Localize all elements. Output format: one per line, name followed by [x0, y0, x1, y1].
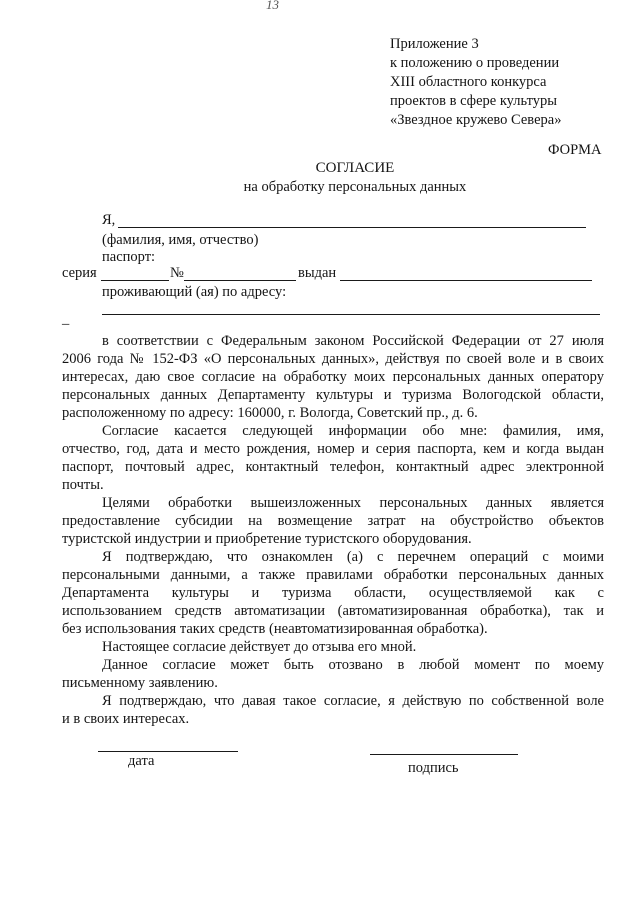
- issued-label: выдан: [298, 265, 337, 281]
- p4-line-2: персональными данными, а также правилами обработки персональных данных: [62, 567, 604, 583]
- series-label: серия: [62, 265, 97, 281]
- p3-line-3: туристской индустрии и приобретение туристского оборудования.: [62, 531, 472, 547]
- document-subtitle: на обработку персональных данных: [243, 179, 467, 195]
- p7-line-2: и в своих интересах.: [62, 711, 190, 727]
- page-number: 13: [266, 0, 279, 12]
- p3-line-1: Целями обработки вышеизложенных персональных данных является: [102, 495, 604, 511]
- p1-line-4: персональных данных Департаменту культуры и туризма Вологодской области,: [62, 387, 604, 403]
- header-line-2: к положению о проведении: [390, 55, 560, 71]
- p5-line-1: Настоящее согласие действует до отзыва его мной.: [102, 639, 417, 655]
- signature-label: подпись: [408, 760, 459, 776]
- number-line: [184, 280, 296, 281]
- document-title: СОГЛАСИЕ: [315, 160, 395, 176]
- p2-line-2: отчество, год, дата и место рождения, номер и серия паспорта, кем и когда выдан: [62, 441, 604, 457]
- date-label: дата: [128, 753, 155, 769]
- p2-line-3: паспорт, почтовый адрес, контактный телефон, контактный адрес электронной: [62, 459, 604, 475]
- header-line-4: проектов в сфере культуры: [390, 93, 557, 109]
- series-line: [101, 280, 169, 281]
- p6-line-2: письменному заявлению.: [62, 675, 218, 691]
- dash-mark: –: [62, 316, 70, 332]
- header-appendix: Приложение 3: [390, 36, 479, 52]
- address-label: проживающий (ая) по адресу:: [102, 284, 287, 300]
- p3-line-2: предоставление субсидии на возмещение затрат на обустройство объектов: [62, 513, 604, 529]
- p7-line-1: Я подтверждаю, что давая такое согласие, я действую по собственной воле: [102, 693, 604, 709]
- fio-line: [118, 227, 586, 228]
- p1-line-2: 2006 года № 152-ФЗ «О персональных данных», действуя по своей воле и в своих: [62, 351, 604, 367]
- p1-line-1: в соответствии с Федеральным законом Российской Федерации от 27 июля: [102, 333, 604, 349]
- header-line-3: XIII областного конкурса: [390, 74, 547, 90]
- p4-line-3: Департамента культуры и туризма области, осуществляемой как с: [62, 585, 604, 601]
- p4-line-4: использованием средств автоматизации (автоматизированная обработка), так и: [62, 603, 604, 619]
- p1-line-3: интересах, даю свое согласие на обработку моих персональных данных оператору: [62, 369, 604, 385]
- signature-line: [370, 754, 518, 755]
- form-label: ФОРМА: [548, 142, 602, 158]
- p6-line-1: Данное согласие может быть отозвано в любой момент по моему: [102, 657, 604, 673]
- field-ya-label: Я,: [102, 212, 116, 228]
- address-line: [102, 314, 600, 315]
- date-line: [98, 751, 238, 752]
- issued-line: [340, 280, 592, 281]
- fio-hint: (фамилия, имя, отчество): [102, 232, 259, 248]
- p4-line-5: без использования таких средств (неавтоматизированная обработка).: [62, 621, 488, 637]
- p2-line-1: Согласие касается следующей информации обо мне: фамилия, имя,: [102, 423, 604, 439]
- passport-label: паспорт:: [102, 249, 156, 265]
- p4-line-1: Я подтверждаю, что ознакомлен (а) с перечнем операций с моими: [102, 549, 604, 565]
- number-label: №: [170, 265, 184, 281]
- header-line-5: «Звездное кружево Севера»: [390, 112, 562, 128]
- p2-line-4: почты.: [62, 477, 104, 493]
- p1-line-5: расположенному по адресу: 160000, г. Вологда, Советский пр., д. 6.: [62, 405, 478, 421]
